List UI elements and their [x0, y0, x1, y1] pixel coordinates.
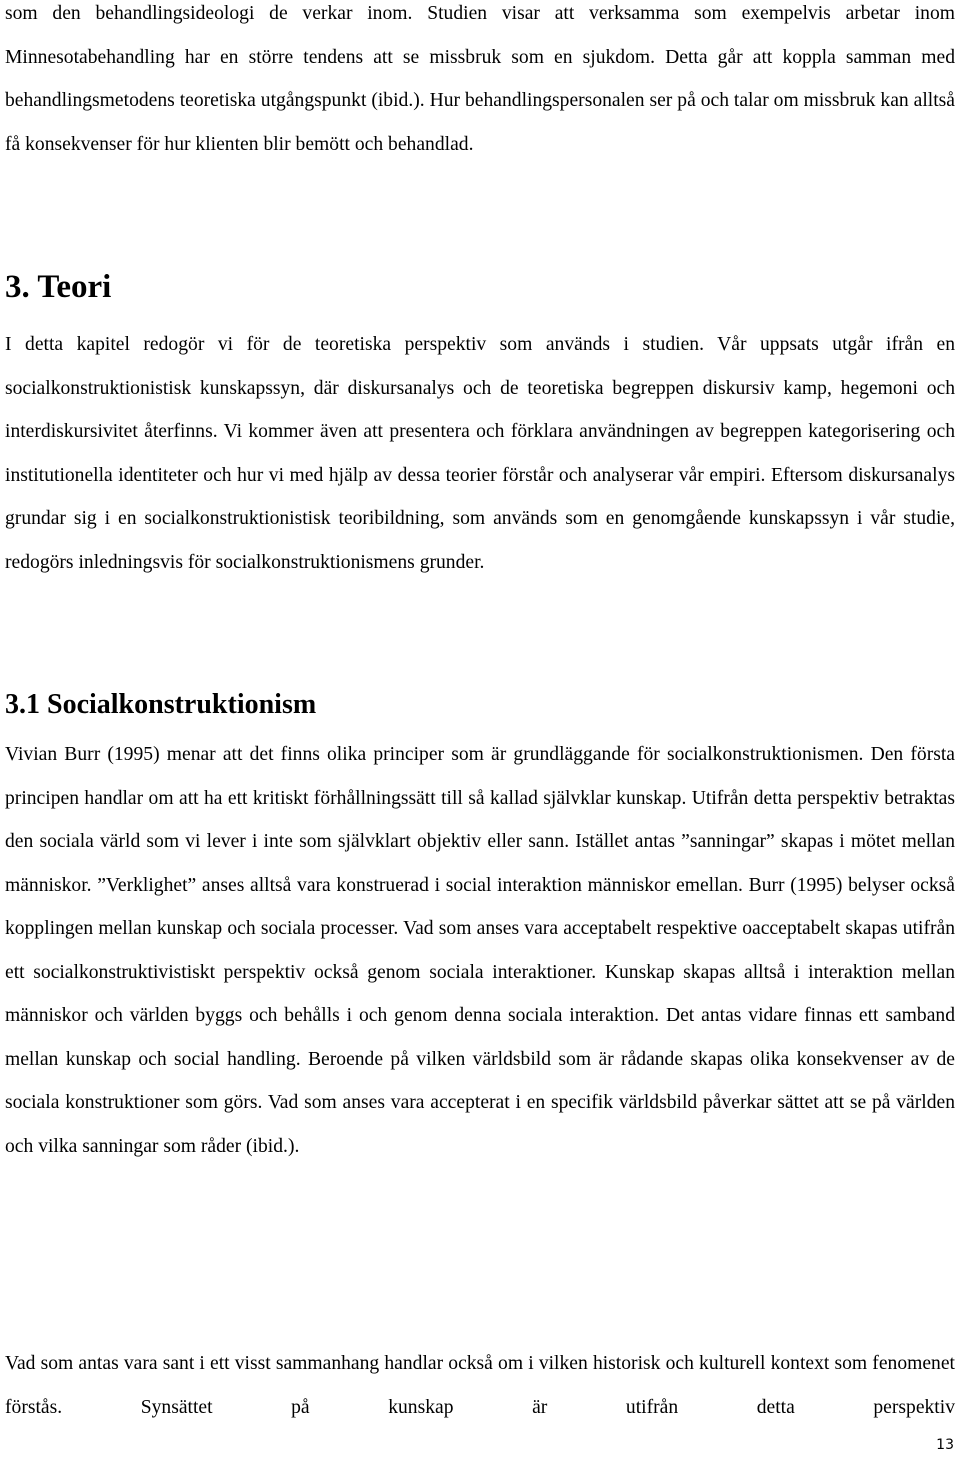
socialkonstruktionism-paragraph-1: Vivian Burr (1995) menar att det finns olika principer som är grundläggande för socialkonstruktionismen. Den första principen handlar om att ha ett kritiskt förhållningssätt till så kallad självklar kunskap. Utifrån detta perspektiv betraktas den sociala värld som vi lever i inte som självklart objektiv eller sann. Istället antas ”sanningar” skapas i mötet mellan människor. ”Verklighet” anses alltså vara konstruerad i social interaktion människor emellan. Burr (1995) belyser också kopplingen mellan kunskap och sociala processer. Vad som anses vara acceptabelt respektive oacceptabelt skapas utifrån ett socialkonstruktivistiskt perspektiv också genom sociala interaktioner. Kunskap skapas alltså i interaktion mellan människor och världen byggs och behålls i och genom denna sociala interaktion. Det antas vidare finnas ett samband mellan kunskap och social handling. Beroende på vilken världsbild som är rådande skapas olika konsekvenser av de sociala konstruktioner som görs. Vad som anses vara accepterat i en specifik världsbild påverkar sättet att se på världen och vilka sanningar som råder (ibid.).: [5, 744, 955, 1157]
socialkonstruktionism-paragraph-2: Vad som antas vara sant i ett visst sammanhang handlar också om i vilken historisk och kulturell kontext som fenomenet förstås. Synsättet på kunskap är utifrån detta perspektiv: [5, 1353, 955, 1418]
page-number: 13: [936, 1437, 954, 1453]
section-heading-socialkonstruktionism: 3.1 Socialkonstruktionism: [5, 689, 317, 720]
teori-paragraph: I detta kapitel redogör vi för de teoretiska perspektiv som används i studien. Vår uppsats utgår ifrån en socialkonstruktionistisk kunskapssyn, där diskursanalys och de teoretiska begreppen diskursiv kamp, hegemoni och interdiskursivitet återfinns. Vi kommer även att presentera och förklara användningen av begreppen kategorisering och institutionella identiteter och hur vi med hjälp av dessa teorier förstår och analyserar vår empiri. Eftersom diskursanalys grundar sig i en socialkonstruktionistisk teoribildning, som används som en genomgående kunskapssyn i vår studie, redogörs inledningsvis för socialkonstruktionismens grunder.: [5, 334, 955, 573]
section-heading-teori: 3. Teori: [5, 269, 112, 305]
intro-paragraph: som den behandlingsideologi de verkar inom. Studien visar att verksamma som exempelvis arbetar inom Minnesotabehandling har en större tendens att se missbruk som en sjukdom. Detta går att koppla samman med behandlingsmetodens teoretiska utgångspunkt (ibid.). Hur behandlingspersonalen ser på och talar om missbruk kan alltså få konsekvenser för hur klienten blir bemött och behandlad.: [5, 3, 955, 155]
